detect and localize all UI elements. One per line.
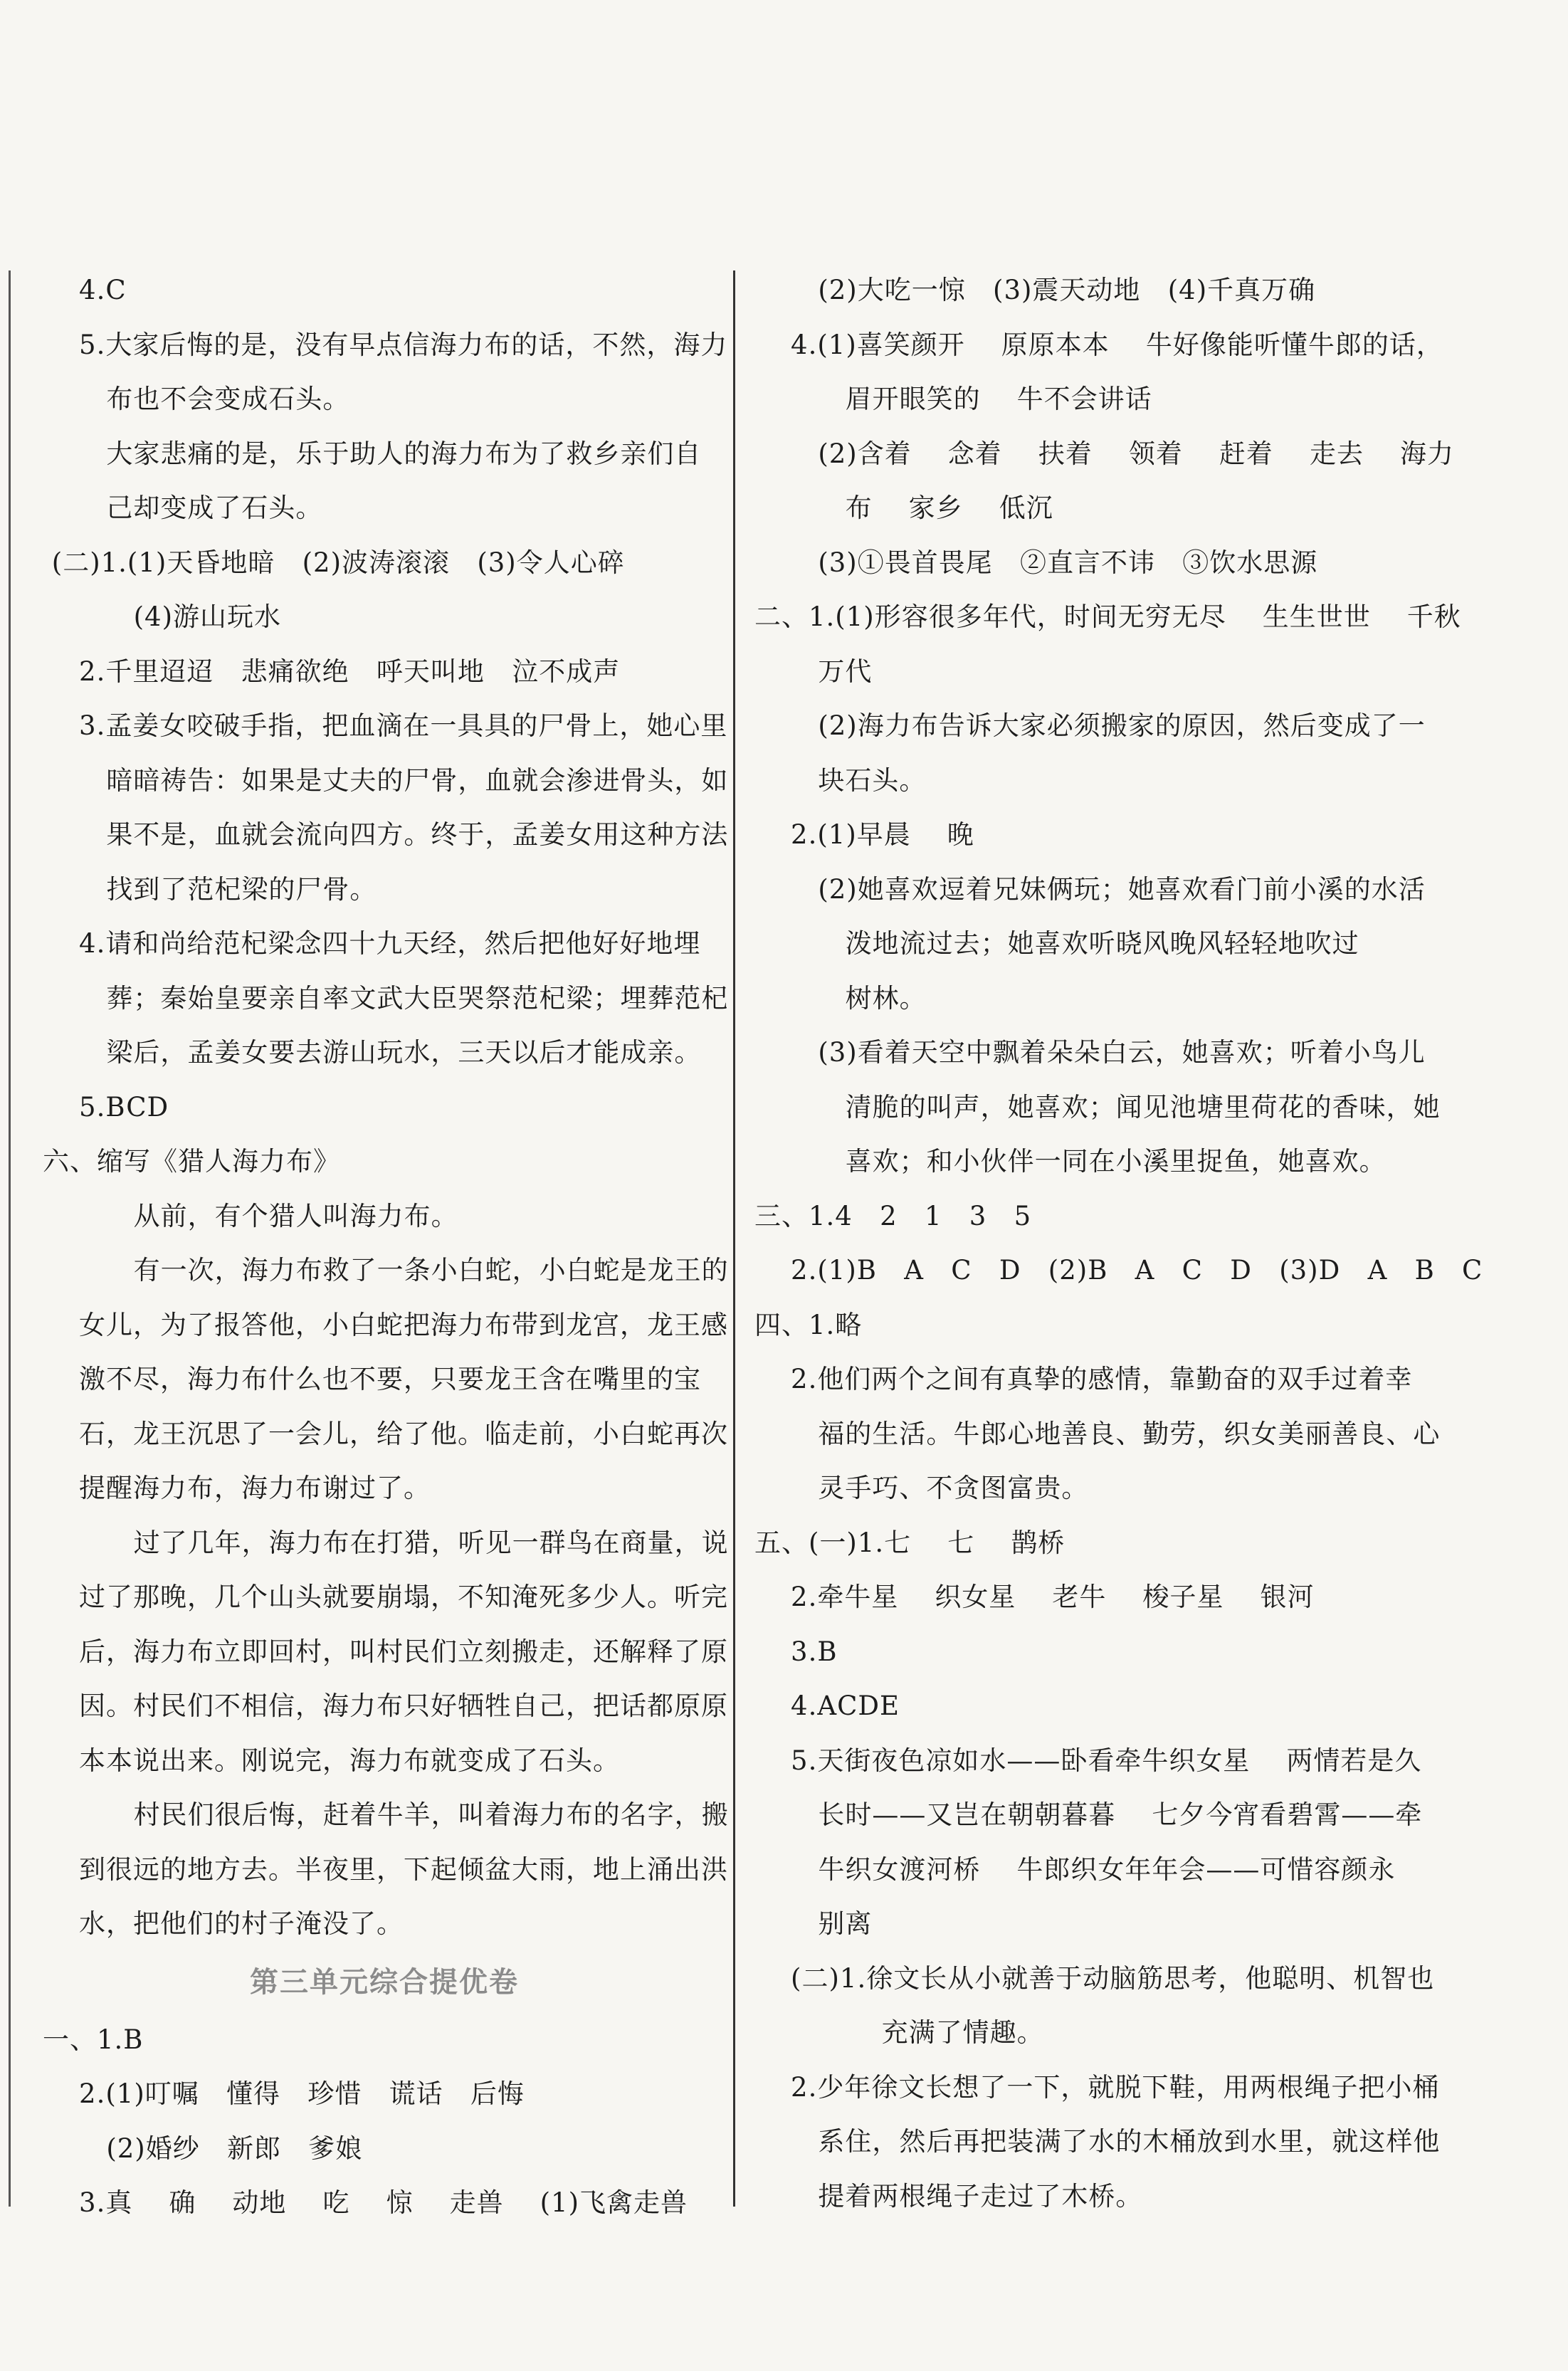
answer-line: 后，海力布立即回村，叫村民们立刻搬走，还解释了原 (43, 1636, 729, 1667)
answer-line: (3)看着天空中飘着朵朵白云，她喜欢；听着小鸟儿 (754, 1037, 1426, 1068)
answer-line: 5.天街夜色凉如水——卧看牵牛织女星 两情若是久 (754, 1745, 1422, 1776)
answer-line: 布也不会变成石头。 (43, 384, 350, 414)
answer-line: 过了几年，海力布在打猎，听见一群鸟在商量，说 (43, 1527, 729, 1558)
answer-line: 三、1.4 2 1 3 5 (754, 1200, 1032, 1231)
answer-line: (2)含着 念着 扶着 领着 赶着 走去 海力 (754, 438, 1455, 469)
section-title: 第三单元综合提优卷 (250, 1965, 519, 1999)
answer-line: 万代 (754, 656, 873, 687)
answer-line: (二)1.徐文长从小就善于动脑筋思考，他聪明、机智也 (754, 1962, 1435, 1994)
answer-line: 2.牵牛星 织女星 老牛 梭子星 银河 (754, 1582, 1315, 1612)
answer-line: 女儿，为了报答他，小白蛇把海力布带到龙宫，龙王感 (43, 1309, 729, 1340)
answer-line: 提醒海力布，海力布谢过了。 (43, 1473, 431, 1503)
answer-line: 5.大家后悔的是，没有早点信海力布的话，不然，海力 (43, 329, 728, 360)
answer-line: 石，龙王沉思了一会儿，给了他。临走前，小白蛇再次 (43, 1418, 729, 1449)
column-divider (733, 270, 735, 2207)
answer-line: (2)海力布告诉大家必须搬家的原因，然后变成了一 (754, 710, 1426, 741)
answer-line: 3.真 确 动地 吃 惊 走兽 (1)飞禽走兽 (43, 2187, 688, 2218)
answer-line: (4)游山玩水 (43, 601, 282, 632)
answer-line: 己却变成了石头。 (43, 493, 323, 523)
answer-line: 激不尽，海力布什么也不要，只要龙王含在嘴里的宝 (43, 1364, 702, 1394)
answer-line: (3)①畏首畏尾 ②直言不讳 ③饮水思源 (754, 547, 1318, 578)
answer-line: 5.BCD (43, 1091, 169, 1123)
answer-line: 充满了情趣。 (754, 2017, 1044, 2048)
answer-line: 喜欢；和小伙伴一同在小溪里捉鱼，她喜欢。 (754, 1146, 1387, 1177)
answer-line: 四、1.略 (754, 1309, 863, 1340)
answer-line: 2.(1)B A C D (2)B A C D (3)D A B C (754, 1255, 1483, 1286)
answer-line: 提着两根绳子走过了木桥。 (754, 2180, 1143, 2212)
answer-line: 清脆的叫声，她喜欢；闻见池塘里荷花的香味，她 (754, 1091, 1441, 1123)
answer-line: (2)她喜欢逗着兄妹俩玩；她喜欢看门前小溪的水活 (754, 873, 1426, 905)
answer-line: 2.(1)早晨 晚 (754, 819, 974, 850)
answer-line: 有一次，海力布救了一条小白蛇，小白蛇是龙王的 (43, 1255, 729, 1286)
answer-line: 泼地流过去；她喜欢听晓风晚风轻轻地吹过 (754, 928, 1359, 959)
answer-line: 别离 (754, 1908, 873, 1939)
answer-line: (2)婚纱 新郎 爹娘 (43, 2133, 363, 2164)
answer-line: 福的生活。牛郎心地善良、勤劳，织女美丽善良、心 (754, 1418, 1441, 1449)
answer-line: 4.C (43, 275, 127, 305)
answer-line: (2)大吃一惊 (3)震天动地 (4)千真万确 (754, 275, 1316, 305)
answer-line: 二、1.(1)形容很多年代，时间无穷无尽 生生世世 千秋 (754, 601, 1461, 632)
answer-line: 因。村民们不相信，海力布只好牺牲自己，把话都原原 (43, 1691, 729, 1721)
answer-line: 从前，有个猎人叫海力布。 (43, 1200, 458, 1231)
answer-line: 3.孟姜女咬破手指，把血滴在一具具的尸骨上，她心里 (43, 710, 728, 741)
answer-line: 暗暗祷告：如果是丈夫的尸骨，血就会渗进骨头，如 (43, 764, 729, 796)
answer-line: 2.千里迢迢 悲痛欲绝 呼天叫地 泣不成声 (43, 656, 621, 687)
answer-line: 本本说出来。刚说完，海力布就变成了石头。 (43, 1745, 621, 1776)
answer-line: 果不是，血就会流向四方。终于，孟姜女用这种方法 (43, 819, 729, 850)
answer-line: 块石头。 (754, 764, 927, 796)
answer-line: 4.(1)喜笑颜开 原原本本 牛好像能听懂牛郎的话， (754, 329, 1443, 360)
answer-line: 过了那晚，几个山头就要崩塌，不知淹死多少人。听完 (43, 1582, 729, 1612)
answer-line: 2.他们两个之间有真挚的感情，靠勤奋的双手过着幸 (754, 1364, 1413, 1394)
answer-line: 找到了范杞梁的尸骨。 (43, 873, 377, 905)
answer-line: 葬；秦始皇要亲自率文武大臣哭祭范杞梁；埋葬范杞 (43, 982, 729, 1014)
answer-line: 系住，然后再把装满了水的木桶放到水里，就这样他 (754, 2126, 1441, 2157)
answer-line: 村民们很后悔，赶着牛羊，叫着海力布的名字，搬 (43, 1799, 729, 1830)
left-column (43, 263, 729, 2231)
answer-line: 眉开眼笑的 牛不会讲话 (754, 384, 1152, 414)
answer-line: 六、缩写《猎人海力布》 (43, 1146, 340, 1177)
answer-line: 五、(一)1.七 七 鹊桥 (754, 1527, 1065, 1558)
answer-line: 到很远的地方去。半夜里，下起倾盆大雨，地上涌出洪 (43, 1854, 729, 1885)
answer-line: 梁后，孟姜女要去游山玩水，三天以后才能成亲。 (43, 1037, 702, 1068)
answer-line: 一、1.B (43, 2024, 144, 2055)
answer-line: 2.(1)叮嘱 懂得 珍惜 谎话 后悔 (43, 2078, 525, 2109)
answer-line: 灵手巧、不贪图富贵。 (754, 1473, 1089, 1503)
answer-line: (二)1.(1)天昏地暗 (2)波涛滚滚 (3)令人心碎 (43, 547, 625, 578)
answer-line: 2.少年徐文长想了一下，就脱下鞋，用两根绳子把小桶 (754, 2071, 1440, 2103)
answer-line: 长时——又岂在朝朝暮暮 七夕今宵看碧霄——牵 (754, 1799, 1423, 1830)
answer-line: 4.请和尚给范杞梁念四十九天经，然后把他好好地埋 (43, 928, 701, 959)
answer-line: 牛织女渡河桥 牛郎织女年年会——可惜容颜永 (754, 1854, 1396, 1885)
answer-line: 树林。 (754, 982, 927, 1014)
left-margin-rule (9, 270, 11, 2207)
answer-line: 布 家乡 低沉 (754, 493, 1053, 523)
answer-line: 3.B (754, 1636, 838, 1667)
answer-line: 大家悲痛的是，乐于助人的海力布为了救乡亲们自 (43, 438, 702, 469)
answer-line: 4.ACDE (754, 1691, 900, 1721)
answer-line: 水，把他们的村子淹没了。 (43, 1908, 404, 1939)
right-column (754, 263, 1530, 2224)
